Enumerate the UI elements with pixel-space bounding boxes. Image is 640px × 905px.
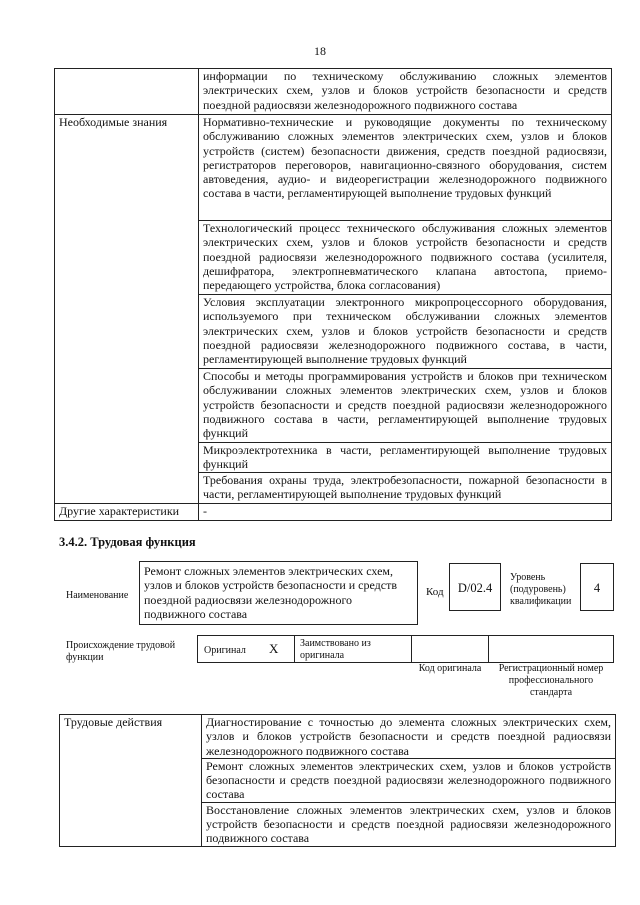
table-row <box>55 504 612 521</box>
other-label: Другие характеристики <box>55 504 199 521</box>
action-item: Ремонт сложных элементов электрических схем, узлов и блоков устройств безопасности и средств поездной радиосвязи железнодорожного подвижного состава <box>202 758 616 802</box>
knowledge-item: Требования охраны труда, электробезопасности, пожарной безопасности в части, регламентирующей выполнение трудовых функций <box>199 473 612 504</box>
level-value: 4 <box>580 563 614 611</box>
knowledge-item: Условия эксплуатации электронного микропроцессорного оборудования, используемого при техническом обслуживании сложных элементов электрических схем, узлов и блоков устройств безопасности и средств поездной радиосвязи железнодорожного подвижного состава, в части, регламентирующей выполнение трудовых функций <box>199 295 612 369</box>
action-item: Восстановление сложных элементов электрических схем, узлов и блоков устройств безопасности и средств поездной радиосвязи железнодорожного подвижного состава <box>202 802 616 846</box>
borrowed-cell <box>294 635 412 663</box>
action-item: Диагностирование с точностью до элемента сложных электрических схем, узлов и блоков устройств безопасности и средств поездной радиосвязи железнодорожного подвижного состава <box>202 715 616 759</box>
original-label: Оригинал <box>204 645 246 656</box>
other-value: - <box>199 504 612 521</box>
actions-table <box>59 714 616 847</box>
code-value: D/02.4 <box>449 563 501 611</box>
skill-text-cell: информации по техническому обслуживанию сложных элементов электрических схем, узлов и блоков устройств безопасности и средств поездной радиосвязи железнодорожного подвижного состава <box>199 69 612 115</box>
level-label: Уровень (подуровень) квалификации <box>510 572 572 607</box>
knowledge-item: Нормативно-технические и руководящие документы по техническому обслуживанию сложных элементов электрических схем, узлов и блоков устройств (систем) безопасности движения, средств поездной радиосвязи, регистраторов переговоров, навигационно-связного оборудования, систем автоведения, аудио- и видеорегистрации железнодорожного подвижного состава в части, регламентирующей выполнение трудовых функций <box>199 115 612 221</box>
function-name: Ремонт сложных элементов электрических схем, узлов и блоков устройств безопасности и средств поездной радиосвязи железнодорожного подвижного состава <box>139 561 418 625</box>
name-label: Наименование <box>66 590 129 601</box>
original-mark: X <box>269 641 279 656</box>
table-row <box>55 69 612 115</box>
empty-label-cell <box>55 69 199 115</box>
knowledge-item: Технологический процесс технического обслуживания сложных элементов электрических схем, узлов и блоков устройств безопасности и средств поездной радиосвязи железнодорожного подвижного состава (усилителя, дешифратора, электропневматического клапана автостопа, приемо-передающего устройства, блока согласования) <box>199 221 612 295</box>
borrowed-label: Заимствовано из оригинала <box>300 638 371 661</box>
knowledge-item: Способы и методы программирования устройств и блоков при техническом обслуживании сложных элементов электрических схем, узлов и блоков устройств безопасности и средств поездной радиосвязи железнодорожного подвижного состава в части, регламентирующей выполнение трудовых функций <box>199 369 612 443</box>
knowledge-item: Микроэлектротехника в части, регламентирующей выполнение трудовых функций <box>199 443 612 473</box>
original-code-cell <box>411 635 489 663</box>
original-cell <box>197 635 295 663</box>
table-row <box>60 715 616 759</box>
origin-label: Происхождение трудовой функции <box>66 640 176 663</box>
knowledge-label: Необходимые знания <box>55 115 199 504</box>
actions-label: Трудовые действия <box>60 715 202 847</box>
registration-number-cell <box>488 635 614 663</box>
section-heading: 3.4.2. Трудовая функция <box>59 535 196 549</box>
code-caption: Код оригинала <box>418 663 482 674</box>
knowledge-table <box>54 68 612 521</box>
table-row <box>55 115 612 221</box>
page-number: 18 <box>314 44 326 58</box>
registration-caption: Регистрационный номер профессионального стандарта <box>498 663 604 698</box>
code-label: Код <box>426 586 444 598</box>
